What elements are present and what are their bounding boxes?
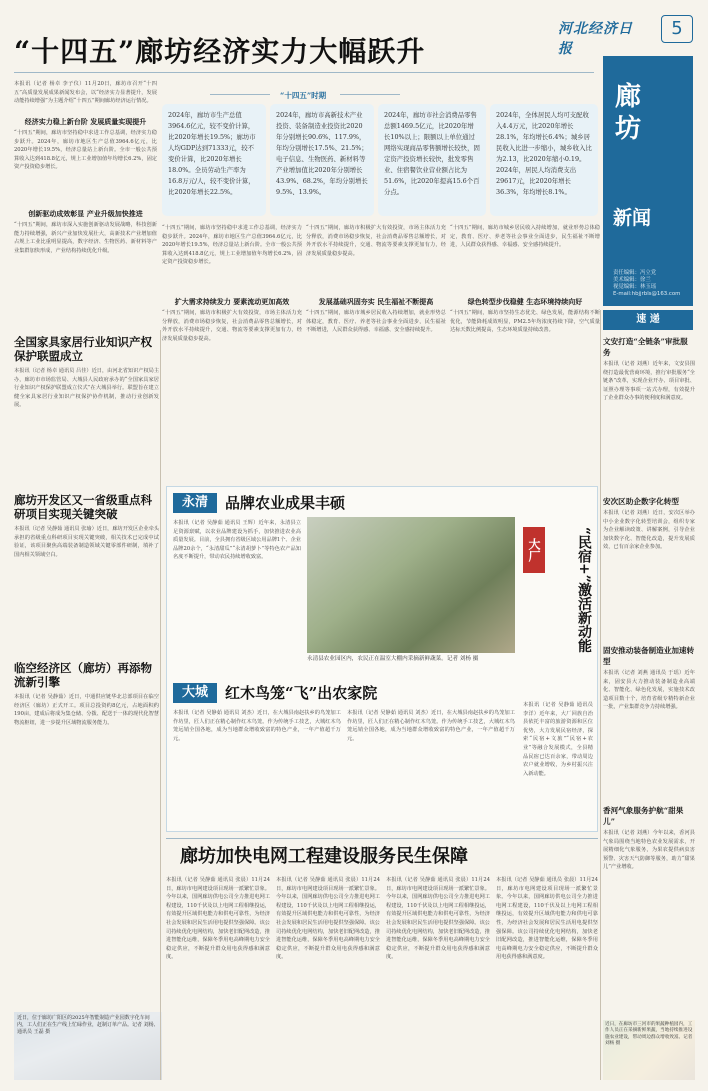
main-article-p4b: “十四五”期间，廊坊市城乡居民收入持续增加，就业形势总体稳定，教育、医疗、养老等社会事业全面进步，民生福祉不断增进，人民群众获得感、幸福感、安全感持续提升。 xyxy=(450,225,600,249)
main-subhead-4: 发展基础巩固夯实 民生福祉不断提高 xyxy=(318,297,434,306)
feature-tag-dacheng: 大城 xyxy=(173,683,217,703)
brief-4-title: 香河气象服务护航“甜果儿” xyxy=(603,806,684,826)
section-name-1: 廊 xyxy=(615,82,642,112)
left-article-3-text: 本报讯（记者 吴静茹）近日，中通供应链华北总部项目在临空经济区（廊坊）正式开工。项目总投资约8亿元，占地面积约190亩，建成后将成为集仓储、分拨、配送于一体的现代化智慧物流枢纽，进一步提升区域物流服务能力。 xyxy=(14,694,159,726)
main-article-p5: “十四五”期间，廊坊市坚持生态优先、绿色发展，能源结构不断优化，节能降耗成效明显，PM2.5年均浓度持续下降，空气质量达标天数比例提高，生态环境质量持续改善。 xyxy=(450,310,600,334)
feature-block xyxy=(166,486,598,832)
main-article-col3 xyxy=(306,224,446,432)
stat-box-industry: 2024年，廊坊市高新技术产业投资、装备制造业投资比2020年分别增长90.6%、117.9%，年均分别增长17.5%、21.5%；电子信息、生物医药、新材料等产业增加值比2020年分别增长43.9%、68.2%，年均分别增长9.5%、13.9%。 xyxy=(270,104,374,216)
right-photo-caption: 近日，在廊坊市三河市的果蔬种植园内，工作人员正在采摘新鲜果蔬，当地持续推进设施农业建设，带动周边群众增收致富。记者 刘杨 摄 xyxy=(603,1020,695,1080)
main-article-p3b: “十四五”期间，廊坊市积极扩大有效投资，市场主体活力充分释放，消费市场稳步恢复，社会消费品零售总额增长，对外开放水平持续提升，交通、物流等要素支撑更加有力，经济发展质量稳步提高。 xyxy=(306,225,446,257)
brief-1-text: 本报讯（记者 刘燕）近年来，文安县围绕打造最优营商环境，推行审批服务“全链条”改革，实现企业开办、项目审批、证照办理等事项一站式办理，有效提升了企业群众办事的便利度和满意度。 xyxy=(603,361,695,402)
stat-box-gdp: 2024年，廊坊市生产总值3964.6亿元，较不变价计算，比2020年增长19.5%；廊坊市人均GDP达到71333元，较不变价计算，比2020年增长18.0%。全员劳动生产率为16.8万元/人，较不变价计算，比2020年增长22.5%。 xyxy=(162,104,266,216)
page-headline: “十四五”廊坊经济实力大幅跃升 xyxy=(14,35,426,68)
main-subhead-3: 扩大需求持续发力 要素流动更加高效 xyxy=(174,297,290,306)
feature-text-yongqing: 本报讯（记者 吴静茹 通讯员 王辉）近年来，永清县立足资源禀赋，以农业品牌建设为抓手，加快推进农业高质量发展。目前，全县拥有省级区域公用品牌1个、企业品牌20余个，“永清甜瓜”“永清胡萝卜”等特色农产品知名度不断提升，带动农民持续增收致富。 xyxy=(173,520,301,561)
bottom-rule xyxy=(166,838,598,839)
feature-photo-caption: 永清县农业园区内，农民正在温室大棚内采摘新鲜蔬菜。记者 刘杨 摄 xyxy=(307,656,479,662)
staff-list xyxy=(613,270,680,298)
col-divider-right xyxy=(600,310,601,1080)
brief-1-title: 文安打造“全链条”审批服务 xyxy=(603,337,688,357)
bottom-article xyxy=(166,876,598,1076)
left-photo-caption: 近日，位于廊坊广阳区的2025年智能制造产业园数字化车间内，工人们正在生产线上忙碌作业，赶制订单产品。记者 刘杨、通讯员 王磊 摄 xyxy=(14,1012,162,1080)
stat-box-consumption: 2024年，廊坊市社会消费品零售总额1469.5亿元，比2020年增长10%以上；限额以上单位通过网络实现商品零售额增长较快，固定资产投资增长较快，批发零售业、住宿餐饮业营业额占比为51.6%，比2020年提高15.6个百分点。 xyxy=(378,104,486,216)
briefs-column xyxy=(603,336,695,1016)
staff-editor: 责任编辑：冯立党 xyxy=(613,270,657,276)
feature-title-yongqing: 品牌农业成果丰硕 xyxy=(225,494,346,512)
left-articles xyxy=(14,335,159,1035)
bottom-article-col1: 本报讯（记者 吴静茹 通讯员 张晨）11月24日，廊坊市电网建设项目现场一派繁忙景象。今年以来，国网廊坊供电公司全力推进电网工程建设，110千伏及以上电网工程相继投运，有效提升区域供电能力和供电可靠性，为经济社会发展和居民生活用电提供坚强保障。该公司持续优化电网结构，加快老旧配网改造，推进智能化运维，保障冬季用电高峰期电力安全稳定供应，不断提升群众用电获得感和满意度。 xyxy=(166,877,270,961)
feature-title-dachang: “民宿+”激活新动能 xyxy=(576,527,592,653)
bottom-article-col4: 本报讯（记者 吴静茹 通讯员 张晨）11月24日，廊坊市电网建设项目现场一派繁忙景象。今年以来，国网廊坊供电公司全力推进电网工程建设，110千伏及以上电网工程相继投运，有效提升区域供电能力和供电可靠性，为经济社会发展和居民生活用电提供坚强保障。该公司持续优化电网结构，加快老旧配网改造，推进智能化运维，保障冬季用电高峰期电力安全稳定供应，不断提升群众用电获得感和满意度。 xyxy=(496,877,598,961)
stat-box-income: 2024年，全体居民人均可支配收入4.4万元，比2020年增长28.1%，年均增长6.4%；城乡居民收入比进一步缩小，城乡收入比为2.13，比2020年缩小0.19。2024年，居民人均消费支出29617元，比2020年增长36.3%，年均增长8.1%。 xyxy=(490,104,598,216)
left-photo xyxy=(14,1012,162,1080)
masthead-logo xyxy=(558,18,646,57)
main-article-p3: “十四五”期间，廊坊市积极扩大有效投资，市场主体活力充分释放，消费市场稳步恢复，社会消费品零售总额增长，对外开放水平持续提升，交通、物流等要素支撑更加有力，经济发展质量稳步提高。 xyxy=(162,310,302,342)
feature-text-dacheng: 本报讯（记者 吴静茹 通讯员 刘杰）近日，在大城县南赵扶乡的鸟笼加工作坊里，匠人们正在精心制作红木鸟笼。作为传统手工技艺，大城红木鸟笼远销全国各地，成为当地群众增收致富的特色产业，一年产值超千万元。 xyxy=(173,710,341,742)
feature-text-dacheng-b: 本报讯（记者 吴静茹 通讯员 刘杰）近日，在大城县南赵扶乡的鸟笼加工作坊里，匠人们正在精心制作红木鸟笼。作为传统手工技艺，大城红木鸟笼远销全国各地，成为当地群众增收致富的特色产业，一年产值超千万元。 xyxy=(347,710,515,742)
left-article-1-title: 全国家具家居行业知识产权保护联盟成立 xyxy=(14,335,152,363)
feature-photo xyxy=(307,517,515,653)
left-article-2-text: 本报讯（记者 吴静茹 通讯员 张瑜）近日，廊坊开发区企业牵头承担的省级重点科研项目实现关键突破，相关技术已完成中试验证，该项目聚焦高端装备制造领域关键零部件研制，填补了国内相关领域空白。 xyxy=(14,526,159,558)
staff-email: E-mail:hbjjrbls@163.com xyxy=(613,291,681,297)
main-subhead-1: 经济实力稳上新台阶 发展质量实现提升 xyxy=(24,117,147,126)
section-sub: 新闻 xyxy=(613,207,652,229)
brief-2-text: 本报讯（记者 刘燕）近日，安次区举办中小企业数字化转型培训会，组织专家为企业解读政策、讲解案例，引导企业加快数字化、智能化改造，提升发展质效，已有百余家企业参加。 xyxy=(603,510,695,551)
left-article-3-title: 临空经济区（廊坊）再添物流新引擎 xyxy=(14,661,152,689)
feature-tag-yongqing: 永清 xyxy=(173,493,217,513)
stats-banner-title: “十四五”时期 xyxy=(280,91,327,100)
feature-text-dachang: 本报讯（记者 吴静茹 通讯员 李洋）近年来，大厂回族自治县依托丰富的旅游资源和区位优势，大力发展民宿经济，探索“民宿+文旅”“民宿+农业”等融合发展模式，全县精品民宿已达百余家，带动周边农户就业增收，为乡村振兴注入新动能。 xyxy=(523,702,593,777)
section-name-2: 坊 xyxy=(615,114,642,144)
paper-name: 河北经济日报 xyxy=(558,21,633,57)
main-article-p1: “十四五”期间，廊坊市坚持稳中求进工作总基调，经济实力稳步跃升。2024年，廊坊市地区生产总值3964.6亿元，比2020年增长19.5%，经济总量站上新台阶。全市一般公共预算收入达到418.8亿元，规上工业增加值年均增长6.2%，固定资产投资稳步增长。 xyxy=(14,130,157,171)
right-photo xyxy=(603,1020,695,1080)
briefs-banner: 速 递 xyxy=(603,310,693,330)
page-number: 5 xyxy=(661,15,693,43)
main-article-p4: “十四五”期间，廊坊市城乡居民收入持续增加，就业形势总体稳定，教育、医疗、养老等社会事业全面进步，民生福祉不断增进，人民群众获得感、幸福感、安全感持续提升。 xyxy=(306,310,446,334)
main-article-p2b: “十四五”期间，廊坊市坚持稳中求进工作总基调，经济实力稳步跃升。2024年，廊坊市地区生产总值3964.6亿元，比2020年增长19.5%，经济总量站上新台阶。全市一般公共预算收入达到418.8亿元，规上工业增加值年均增长6.2%，固定资产投资稳步增长。 xyxy=(162,225,302,266)
headline-rule xyxy=(14,72,594,73)
brief-3-text: 本报讯（记者 刘燕 通讯员 于瑶）近年来，固安县大力推动装备制造业高端化、智能化、绿色化发展，实施技术改造项目数十个，培育省级专精特新企业一批，产业集群竞争力持续增强。 xyxy=(603,670,695,711)
brief-2-title: 安次区助企数字化转型 xyxy=(603,497,679,506)
bottom-article-title: 廊坊加快电网工程建设服务民生保障 xyxy=(180,846,468,867)
feature-title-dacheng: 红木鸟笼“飞”出农家院 xyxy=(225,684,378,702)
main-article-col2 xyxy=(162,224,302,432)
feature-tag-dachang: 大厂 xyxy=(523,527,545,573)
main-article-intro: 本报讯（记者 杨卓 李子仪）11月20日，廊坊市召开“十四五”高质量发展成果新闻发布会，以“经济实力显著提升，发展动能持续增强”为主题介绍“十四五”期间廊坊经济运行情况。 xyxy=(14,81,157,105)
left-article-1-text: 本报讯（记者 杨卓 通讯员 吕佳）近日，由河北省知识产权局主办，廊坊市市场监管局、大城县人民政府承办的“全国家具家居行业知识产权保护联盟成立仪式”在大城县举行。联盟旨在建立健全家具家居行业知识产权保护协作机制，推动行业创新发展。 xyxy=(14,368,159,409)
main-article-col1 xyxy=(14,80,157,324)
section-banner xyxy=(603,56,693,306)
main-subhead-5: 绿色转型步伐稳健 生态环境持续向好 xyxy=(467,297,583,306)
main-subhead-2: 创新驱动成效彰显 产业升级加快推进 xyxy=(28,209,143,218)
left-article-2-title: 廊坊开发区又一省级重点科研项目实现关键突破 xyxy=(14,493,152,521)
bottom-article-col2: 本报讯（记者 吴静茹 通讯员 张晨）11月24日，廊坊市电网建设项目现场一派繁忙景象。今年以来，国网廊坊供电公司全力推进电网工程建设，110千伏及以上电网工程相继投运，有效提升区域供电能力和供电可靠性，为经济社会发展和居民生活用电提供坚强保障。该公司持续优化电网结构，加快老旧配网改造，推进智能化运维，保障冬季用电高峰期电力安全稳定供应，不断提升群众用电获得感和满意度。 xyxy=(276,877,380,961)
staff-art: 美术编辑：徐兰 xyxy=(613,277,651,283)
brief-3-title: 固安推动装备制造业加速转型 xyxy=(603,646,695,666)
main-article-col4 xyxy=(450,224,600,432)
col-divider-left xyxy=(160,330,161,1080)
bottom-article-col3: 本报讯（记者 吴静茹 通讯员 张晨）11月24日，廊坊市电网建设项目现场一派繁忙景象。今年以来，国网廊坊供电公司全力推进电网工程建设，110千伏及以上电网工程相继投运，有效提升区域供电能力和供电可靠性，为经济社会发展和居民生活用电提供坚强保障。该公司持续优化电网结构，加快老旧配网改造，推进智能化运维，保障冬季用电高峰期电力安全稳定供应，不断提升群众用电获得感和满意度。 xyxy=(386,877,490,961)
staff-visual: 视觉编辑：林玉瑶 xyxy=(613,284,657,290)
main-article-p2: “十四五”期间，廊坊市深入实施创新驱动发展战略，科技创新能力持续增强，新兴产业加快发展壮大，高新技术产业增加值占规上工业比重明显提高，数字经济、生物医药、新材料等产业集群加快形成，产业结构持续优化升级。 xyxy=(14,222,157,254)
brief-4-text: 本报讯（记者 刘燕）今年以来，香河县气象局围绕当地特色农业发展需求，开展精细化气象服务，为果农提供病虫害预警、灾害天气防御等服务，助力“甜果儿”产业增收。 xyxy=(603,830,695,871)
